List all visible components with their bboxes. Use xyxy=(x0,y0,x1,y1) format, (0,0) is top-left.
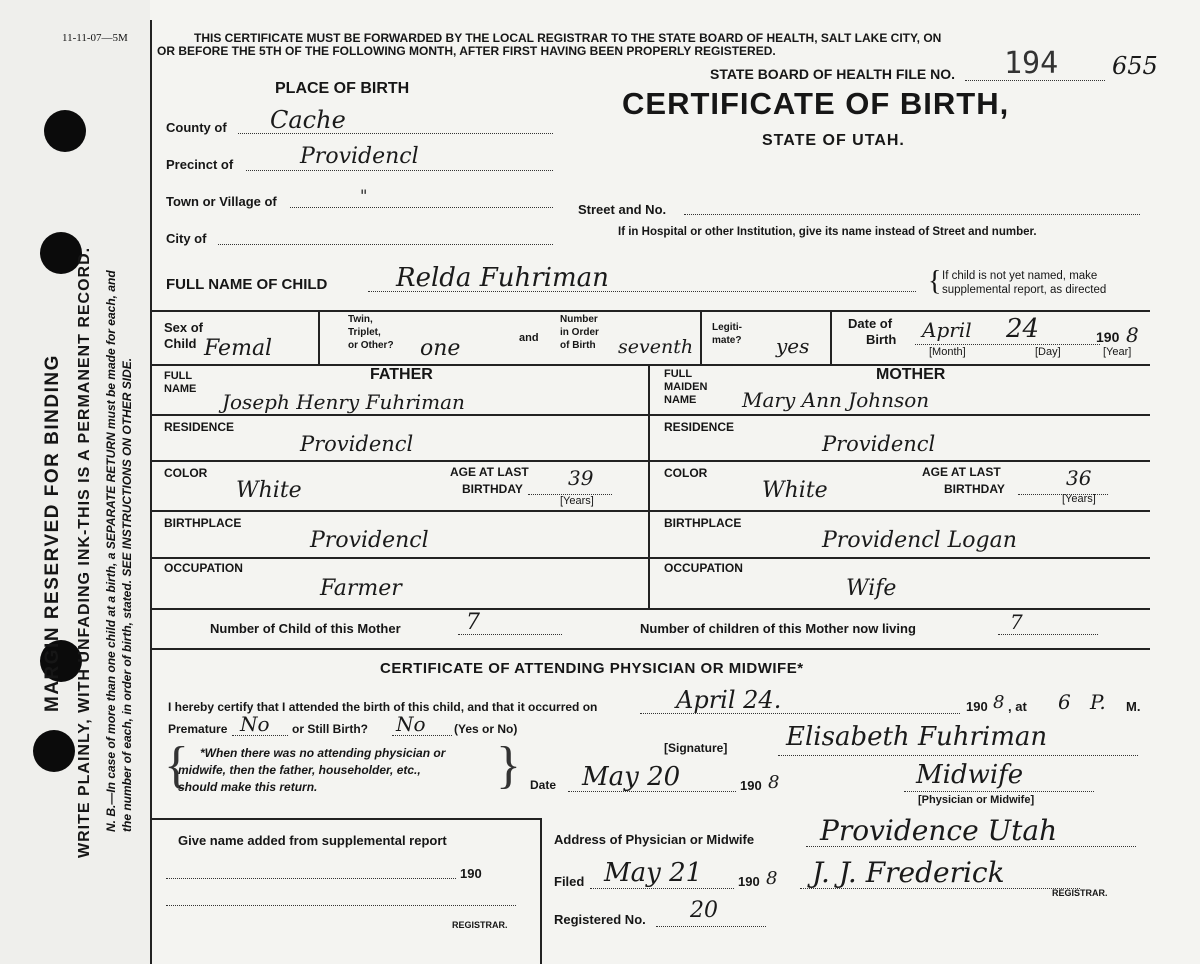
supplemental-heading: Give name added from supplemental report xyxy=(178,833,447,848)
dob-year-caption: [Year] xyxy=(1103,346,1132,358)
children-living-value: 7 xyxy=(1010,610,1023,634)
name-note-2: supplemental report, as directed xyxy=(942,284,1107,296)
file-no-alt: 655 xyxy=(1112,52,1158,80)
premature-label: Premature xyxy=(168,722,228,736)
mother-birthplace-label: BIRTHPLACE xyxy=(664,516,742,530)
father-name-value: Joseph Henry Fuhriman xyxy=(222,390,465,414)
mother-color-label: COLOR xyxy=(664,466,708,480)
children-living-line xyxy=(998,634,1098,635)
name-note-brace: { xyxy=(928,266,942,297)
occurred-ampm-value: P. xyxy=(1090,690,1106,714)
dob-year-suffix: 8 xyxy=(1126,323,1139,347)
title-line xyxy=(904,791,1094,792)
mother-age-value: 36 xyxy=(1066,466,1092,490)
town-value: " xyxy=(360,186,368,205)
signature-line xyxy=(778,755,1138,756)
legit-label-2: mate? xyxy=(712,335,742,346)
registered-line xyxy=(656,926,766,927)
note-brace-right: } xyxy=(496,737,521,794)
sex-label-2: Child xyxy=(164,336,197,351)
filed-date-value: May 21 xyxy=(604,858,703,888)
occurred-date-value: April 24. xyxy=(676,686,782,714)
margin-binding-text: MARGIN RESERVED FOR BINDING xyxy=(42,354,63,712)
county-value: Cache xyxy=(270,106,346,134)
place-heading: PLACE OF BIRTH xyxy=(275,80,410,97)
order-label-2: in Order xyxy=(560,327,599,338)
binding-hole xyxy=(33,730,75,772)
occurred-year-suffix: 8 xyxy=(993,692,1005,713)
order-label-3: of Birth xyxy=(560,340,596,351)
mother-name-value: Mary Ann Johnson xyxy=(742,388,930,412)
lower-divider xyxy=(540,818,542,964)
father-heading: FATHER xyxy=(370,366,433,383)
mother-heading: MOTHER xyxy=(876,366,946,383)
twin-label-3: or Other? xyxy=(348,340,394,351)
twin-label-1: Twin, xyxy=(348,314,373,325)
sign-year-suffix: 8 xyxy=(768,772,780,793)
mother-name-label-2: MAIDEN xyxy=(664,381,708,393)
mother-name-label-3: NAME xyxy=(664,394,697,406)
margin-permanent-text: WRITE PLAINLY, WITH UNFADING INK-THIS IS A PERMANENT RECORD. xyxy=(76,246,93,858)
row-divider xyxy=(150,557,1150,559)
twin-value: one xyxy=(420,336,461,361)
father-age-label-2: BIRTHDAY xyxy=(462,482,523,496)
registered-label: Registered No. xyxy=(554,912,646,927)
sign-date-value: May 20 xyxy=(582,762,681,792)
dob-line xyxy=(915,344,1100,345)
m-label: M. xyxy=(1126,699,1141,714)
mother-color-value: White xyxy=(762,478,828,503)
file-no-value: 194 xyxy=(1004,46,1059,81)
form-code: 11-11-07—5M xyxy=(62,32,128,44)
note-brace-left: { xyxy=(164,737,189,794)
mother-birthplace-value: Providencl Logan xyxy=(822,528,1017,553)
occurred-year-prefix: 190 xyxy=(966,699,988,714)
supplemental-line-2 xyxy=(166,905,516,906)
mother-residence-value: Providencl xyxy=(822,432,936,456)
file-no-label: STATE BOARD OF HEALTH FILE NO. xyxy=(710,66,955,82)
physician-heading: CERTIFICATE OF ATTENDING PHYSICIAN OR MIDWIFE* xyxy=(380,660,804,677)
dob-label-1: Date of xyxy=(848,316,893,331)
supplemental-year: 190 xyxy=(460,866,482,881)
father-name-label-1: FULL xyxy=(164,370,193,382)
father-age-value: 39 xyxy=(568,466,594,490)
certify-text: I hereby certify that I attended the birth of this child, and that it occurred on xyxy=(168,700,598,714)
and-label: and xyxy=(519,332,539,344)
filed-year-prefix: 190 xyxy=(738,874,760,889)
row-divider xyxy=(150,414,1150,416)
premature-value: No xyxy=(240,712,270,736)
note-line-1: *When there was no attending physician or xyxy=(200,746,446,760)
dob-month-caption: [Month] xyxy=(929,346,966,358)
street-label: Street and No. xyxy=(578,202,667,217)
child-number-value: 7 xyxy=(466,610,480,635)
yes-no-note: (Yes or No) xyxy=(454,722,518,736)
children-living-label: Number of children of this Mother now living xyxy=(640,621,916,636)
precinct-value: Providencl xyxy=(300,144,419,169)
city-label: City of xyxy=(166,231,207,246)
father-color-value: White xyxy=(236,478,302,503)
father-residence-value: Providencl xyxy=(300,432,414,456)
row-divider xyxy=(150,460,1150,462)
father-years-caption: [Years] xyxy=(560,495,594,507)
supplemental-registrar-label: REGISTRAR. xyxy=(452,920,508,930)
county-label: County of xyxy=(166,120,227,135)
city-line xyxy=(218,244,553,245)
precinct-label: Precinct of xyxy=(166,157,234,172)
registrar-label: REGISTRAR. xyxy=(1052,888,1108,898)
mother-age-label-1: AGE AT LAST xyxy=(922,465,1001,479)
row-divider xyxy=(150,648,1150,650)
child-number-label: Number of Child of this Mother xyxy=(210,621,401,636)
sex-value: Femal xyxy=(204,336,273,361)
physician-title-caption: [Physician or Midwife] xyxy=(918,794,1035,806)
margin-note-2: the number of each, in order of birth, stated. SEE INSTRUCTIONS ON OTHER SIDE. xyxy=(120,357,134,832)
town-line xyxy=(290,207,553,208)
lower-top-border xyxy=(150,818,540,820)
town-label: Town or Village of xyxy=(166,194,277,209)
child-name-label: FULL NAME OF CHILD xyxy=(166,276,328,293)
dob-month: April xyxy=(922,318,972,342)
child-name-value: Relda Fuhriman xyxy=(396,263,609,293)
mother-residence-label: RESIDENCE xyxy=(664,420,735,434)
stillbirth-value: No xyxy=(396,712,426,736)
address-value: Providence Utah xyxy=(820,814,1058,847)
dob-year-prefix: 190 xyxy=(1096,329,1120,345)
legit-label-1: Legiti- xyxy=(712,322,742,333)
page-title: CERTIFICATE OF BIRTH, xyxy=(622,86,1010,121)
binding-hole xyxy=(44,110,86,152)
row-divider xyxy=(150,364,1150,366)
father-color-label: COLOR xyxy=(164,466,208,480)
father-residence-label: RESIDENCE xyxy=(164,420,235,434)
filed-label: Filed xyxy=(554,874,585,889)
mother-age-label-2: BIRTHDAY xyxy=(944,482,1005,496)
mother-occupation-value: Wife xyxy=(846,576,897,601)
filed-year-suffix: 8 xyxy=(766,868,778,889)
dob-label-2: Birth xyxy=(866,332,897,347)
dob-day-caption: [Day] xyxy=(1035,346,1061,358)
table-top-border xyxy=(150,310,1150,312)
header-notice-2: OR BEFORE THE 5TH OF THE FOLLOWING MONTH, AFTER FIRST HAVING BEEN PROPERLY REGISTERED. xyxy=(157,44,776,58)
address-label: Address of Physician or Midwife xyxy=(554,832,755,847)
hospital-note: If in Hospital or other Institution, give its name instead of Street and number. xyxy=(618,226,1037,238)
order-label-1: Number xyxy=(560,314,598,325)
col-divider xyxy=(648,364,650,608)
filed-date-line xyxy=(590,888,734,889)
col-divider xyxy=(830,310,832,364)
registrar-signature: J. J. Frederick xyxy=(812,856,1005,889)
father-occupation-label: OCCUPATION xyxy=(164,561,243,575)
precinct-line xyxy=(246,170,553,171)
form-left-border xyxy=(150,20,152,964)
row-divider xyxy=(150,608,1150,610)
note-line-3: should make this return. xyxy=(178,780,318,794)
registered-value: 20 xyxy=(690,898,718,923)
occurred-time-value: 6 xyxy=(1058,690,1071,714)
mother-occupation-label: OCCUPATION xyxy=(664,561,743,575)
at-label: , at xyxy=(1008,699,1027,714)
file-no-line xyxy=(965,80,1105,81)
dob-day: 24 xyxy=(1006,314,1040,344)
signature-label: [Signature] xyxy=(664,741,728,755)
father-age-label-1: AGE AT LAST xyxy=(450,465,529,479)
order-value: seventh xyxy=(618,336,694,358)
father-birthplace-value: Providencl xyxy=(310,528,429,553)
twin-label-2: Triplet, xyxy=(348,327,381,338)
street-line xyxy=(684,214,1140,215)
page-subtitle: STATE OF UTAH. xyxy=(762,132,905,149)
sign-date-label: Date xyxy=(530,778,557,792)
header-notice-1: THIS CERTIFICATE MUST BE FORWARDED BY THE LOCAL REGISTRAR TO THE STATE BOARD OF HEALTH, SALT LAKE CITY, ON xyxy=(194,31,942,45)
father-name-label-2: NAME xyxy=(164,383,197,395)
sign-year-prefix: 190 xyxy=(740,778,762,793)
stillbirth-label: or Still Birth? xyxy=(292,722,368,736)
signature-value: Elisabeth Fuhriman xyxy=(786,722,1048,752)
margin-note-1: N. B.—In case of more than one child at a birth, a SEPARATE RETURN must be made for each, and xyxy=(104,270,118,832)
note-line-2: midwife, then the father, householder, etc., xyxy=(178,763,421,777)
col-divider xyxy=(318,310,320,364)
col-divider xyxy=(700,310,702,364)
physician-title-value: Midwife xyxy=(916,760,1024,790)
sex-label-1: Sex of xyxy=(164,320,204,335)
supplemental-line-1 xyxy=(166,878,456,879)
legit-value: yes xyxy=(776,334,810,358)
father-birthplace-label: BIRTHPLACE xyxy=(164,516,242,530)
father-occupation-value: Farmer xyxy=(320,576,402,601)
row-divider xyxy=(150,510,1150,512)
mother-name-label-1: FULL xyxy=(664,368,693,380)
name-note-1: If child is not yet named, make xyxy=(942,270,1098,282)
mother-years-caption: [Years] xyxy=(1062,493,1096,505)
